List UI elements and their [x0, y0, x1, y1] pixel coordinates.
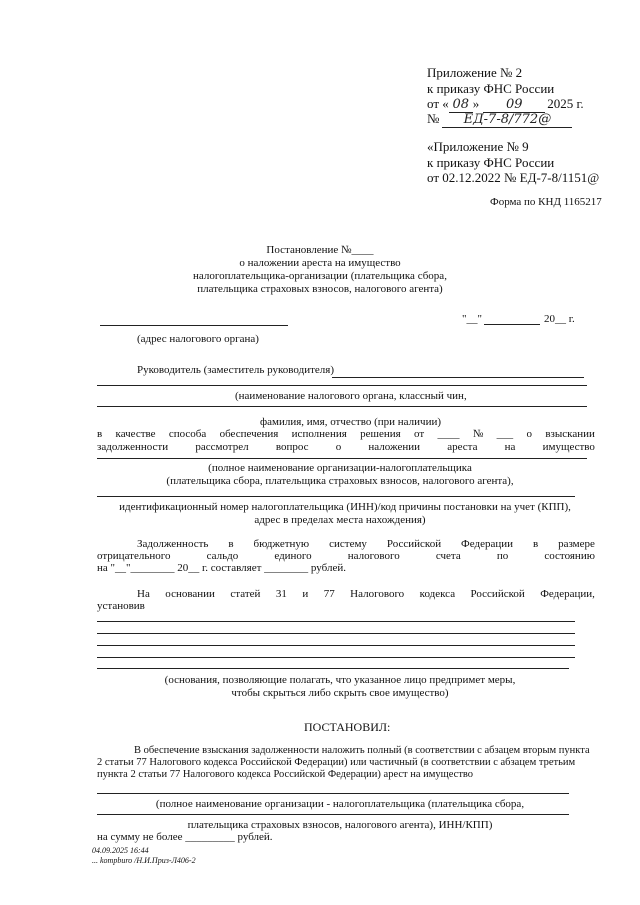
para2-line1-word: бюджетную [253, 538, 310, 550]
para2-line1-word: Федерации [461, 538, 513, 550]
para1-line1-word: ___ [496, 428, 514, 440]
para1-line2-word: рассмотрел [195, 441, 249, 453]
para1-line1-word: взыскании [545, 428, 595, 440]
para4-line3: пункта 2 статьи 77 Налогового кодекса Российской Федерации) арест на имущество [97, 769, 474, 780]
para2-line1-word: Российской [386, 538, 442, 550]
date-quote: "__" [462, 313, 482, 325]
appendix9-order: к приказу ФНС России [427, 155, 555, 170]
doc-subtitle-2: налогоплательщика-организации (плательщика сбора, [193, 270, 447, 282]
para3-line1-word: Федерации, [540, 588, 595, 600]
date-day: 08 [449, 97, 473, 113]
para1-line1-word: обеспечения [219, 428, 279, 440]
para3-line1-word: На [137, 588, 150, 600]
property-line-2 [97, 814, 569, 815]
org-name-line [97, 406, 587, 407]
para1-line1-word: № [472, 428, 484, 440]
org-full-line [97, 496, 575, 497]
para1-line2-word: задолженности [97, 441, 169, 453]
para1-line2 [97, 441, 595, 453]
para1-line2-word: наложении [368, 441, 420, 453]
para2-line2-word: по [496, 550, 509, 562]
appendix9-title: «Приложение № 9 [427, 139, 529, 154]
fio-label: фамилия, имя, отчество (при наличии) [260, 416, 442, 428]
para4-line1: В обеспечение взыскания задолженности наложить полный (в соответствии с абзацем вторым пункта [134, 745, 590, 756]
inn-label-2: адрес в пределах места нахождения) [254, 514, 426, 526]
para2-line2 [97, 550, 595, 562]
org-b-label-2: плательщика страховых взносов, налогового агента), ИНН/КПП) [187, 819, 493, 831]
head-label: Руководитель (заместитель руководителя) [137, 364, 334, 376]
para1-line1-word: исполнения [291, 428, 347, 440]
para2-line1-word: размере [558, 538, 595, 550]
number-prefix: № [427, 111, 440, 126]
para2-line2-word: налогового [347, 550, 400, 562]
para3-line1 [137, 588, 595, 600]
para2-line2-word: сальдо [206, 550, 239, 562]
para1-blank-line [97, 458, 587, 459]
date-month: 09 [483, 97, 545, 113]
para3-line1-word: Российской [470, 588, 525, 600]
appendix-order: к приказу ФНС России [427, 81, 555, 96]
para1-line1-word: о [526, 428, 532, 440]
para2-line2-word: счета [435, 550, 461, 562]
date-field-year: 20__ г. [544, 313, 575, 325]
para1-line1-word: способа [168, 428, 207, 440]
para2-line3: на "__"________ 20__ г. составляет ________ рублей. [97, 562, 346, 574]
number-value: ЕД-7-8/772@ [442, 112, 572, 128]
date-mid: » [472, 96, 480, 111]
para3-line1-word: Налогового [350, 588, 405, 600]
para3-line1-word: 31 [275, 588, 287, 600]
para2-line1-word: в [532, 538, 539, 550]
para2-line1-word: в [228, 538, 234, 550]
grounds-label-1: (основания, позволяющие полагать, что указанное лицо предпримет меры, [164, 674, 516, 686]
grounds-line-5 [97, 668, 569, 669]
para2-line1-word: систему [329, 538, 367, 550]
form-code: Форма по КНД 1165217 [490, 196, 602, 208]
para3-line1-word: 77 [323, 588, 335, 600]
org-b-label-1: (полное наименование организации - налогоплательщика (плательщика сбора, [155, 798, 525, 810]
para2-line1 [137, 538, 595, 550]
appendix-title: Приложение № 2 [427, 65, 523, 80]
para3-line1-word: основании [165, 588, 215, 600]
para1-line2-word: ареста [447, 441, 478, 453]
sum-line: на сумму не более _________ рублей. [97, 831, 273, 843]
para3-line2: установив [97, 600, 145, 612]
grounds-line-3 [97, 645, 575, 646]
doc-subtitle-1: о наложении ареста на имущество [239, 257, 401, 269]
appendix-number [427, 111, 572, 128]
footer-code: ... kompburo /Н.И.Приз-Л406-2 [92, 856, 196, 865]
org-name-label: (наименование налогового органа, классный чин, [235, 390, 467, 402]
grounds-line-2 [97, 633, 575, 634]
para1-line2-word: имущество [542, 441, 595, 453]
para2-line2-word: единого [274, 550, 312, 562]
para1-line1-word: решения [360, 428, 401, 440]
grounds-line-1 [97, 621, 575, 622]
para1-line1-word: ____ [437, 428, 460, 440]
doc-subtitle-3: плательщика страховых взносов, налогового агента) [197, 283, 443, 295]
grounds-label-2: чтобы скрыться либо скрыть свое имущество) [231, 687, 449, 699]
appendix9-date: от 02.12.2022 № ЕД-7-8/1151@ [427, 170, 600, 185]
date-month-line [484, 324, 540, 325]
date-prefix: от « [427, 96, 449, 111]
grounds-line-4 [97, 657, 575, 658]
head-line [332, 377, 584, 378]
org-full-label-1: (полное наименование организации-налогоплательщика [208, 462, 472, 474]
para1-line1-word: качестве [115, 428, 156, 440]
para3-line1-word: статей [230, 588, 261, 600]
org-full-label-2: (плательщика сбора, плательщика страховых взносов, налогового агента), [166, 475, 514, 487]
para1-line1 [97, 428, 595, 440]
para1-line2-word: вопрос [275, 441, 309, 453]
para3-line1-word: кодекса [419, 588, 456, 600]
resolved-heading: ПОСТАНОВИЛ: [304, 720, 391, 734]
para4-line2: 2 статьи 77 Налогового кодекса Российской Федерации) или частичный (в соответствии с абзацем третьим [97, 757, 576, 768]
doc-title: Постановление №____ [266, 244, 374, 256]
para1-line2-word: на [504, 441, 516, 453]
footer-timestamp: 04.09.2025 16:44 [92, 846, 149, 855]
head-line-2 [97, 385, 587, 386]
address-line [100, 325, 288, 326]
para1-line2-word: о [335, 441, 342, 453]
para2-line2-word: состоянию [544, 550, 595, 562]
para3-line1-word: и [302, 588, 309, 600]
para2-line1-word: Задолженность [137, 538, 209, 550]
inn-label-1: идентификационный номер налогоплательщика (ИНН)/код причины постановки на учет (КПП), [119, 501, 571, 513]
date-year: 2025 г. [547, 96, 584, 111]
para1-line1-word: от [414, 428, 425, 440]
para1-line1-word: в [97, 428, 103, 440]
address-label: (адрес налогового органа) [137, 333, 259, 345]
property-line [97, 793, 569, 794]
para2-line2-word: отрицательного [97, 550, 171, 562]
